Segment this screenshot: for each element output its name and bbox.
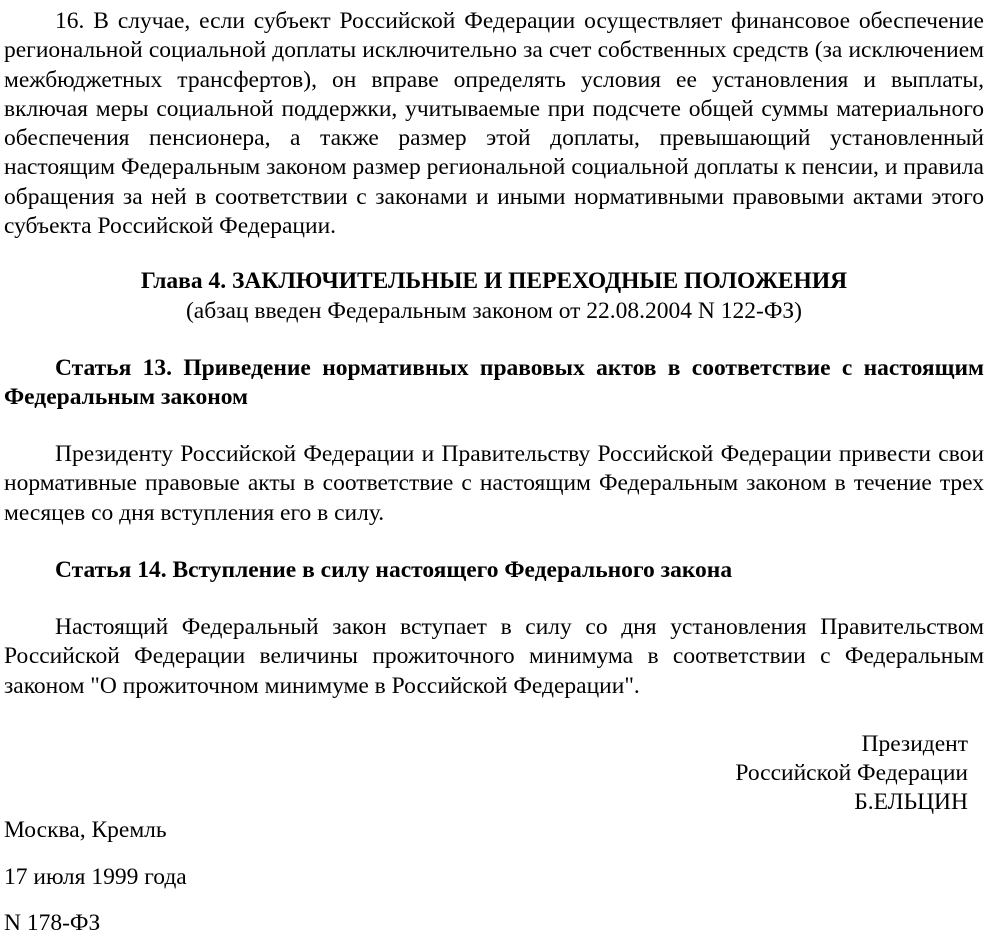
section-16-paragraph: 16. В случае, если субъект Российской Федерации осуществляет финансовое обеспечение региональной социальной доплаты исключительно за счет собственных средств (за исключением межбюджетных трансфертов), он вправе определять условия ее установления и выплаты, включая меры социальной поддержки, учитываемые при подсчете общей суммы материального обеспечения пенсионера, а также размер этой доплаты, превышающий установленный настоящим Федеральным законом размер региональной социальной доплаты к пенсии, и правила обращения за ней в соответствии с законами и иными нормативными правовыми актами этого субъекта Российской Федерации. bbox=[4, 8, 984, 240]
signing-place: Москва, Кремль bbox=[4, 817, 167, 843]
signature-country: Российской Федерации bbox=[735, 760, 968, 786]
signing-date: 17 июля 1999 года bbox=[4, 864, 187, 890]
article-14-heading: Статья 14. Вступление в силу настоящего Федерального закона bbox=[55, 557, 733, 583]
signature-name: Б.ЕЛЬЦИН bbox=[854, 789, 968, 815]
signature-title: Президент bbox=[861, 731, 968, 757]
law-number: N 178-ФЗ bbox=[4, 910, 101, 936]
chapter-4-title: Глава 4. ЗАКЛЮЧИТЕЛЬНЫЕ И ПЕРЕХОДНЫЕ ПОЛОЖЕНИЯ bbox=[140, 268, 848, 294]
article-13-heading: Статья 13. Приведение нормативных правовых актов в соответствие с настоящим Федеральным законом bbox=[4, 355, 984, 411]
article-13-body: Президенту Российской Федерации и Правительству Российской Федерации привести свои нормативные правовые акты в соответствие с настоящим Федеральным законом в течение трех месяцев со дня вступления его в силу. bbox=[4, 441, 984, 526]
chapter-4-amendment-note: (абзац введен Федеральным законом от 22.08.2004 N 122-ФЗ) bbox=[185, 298, 802, 324]
article-14-body: Настоящий Федеральный закон вступает в силу со дня установления Правительством Российской Федерации величины прожиточного минимума в соответствии с Федеральным законом "О прожиточном минимуме в Российской Федерации". bbox=[4, 614, 984, 699]
